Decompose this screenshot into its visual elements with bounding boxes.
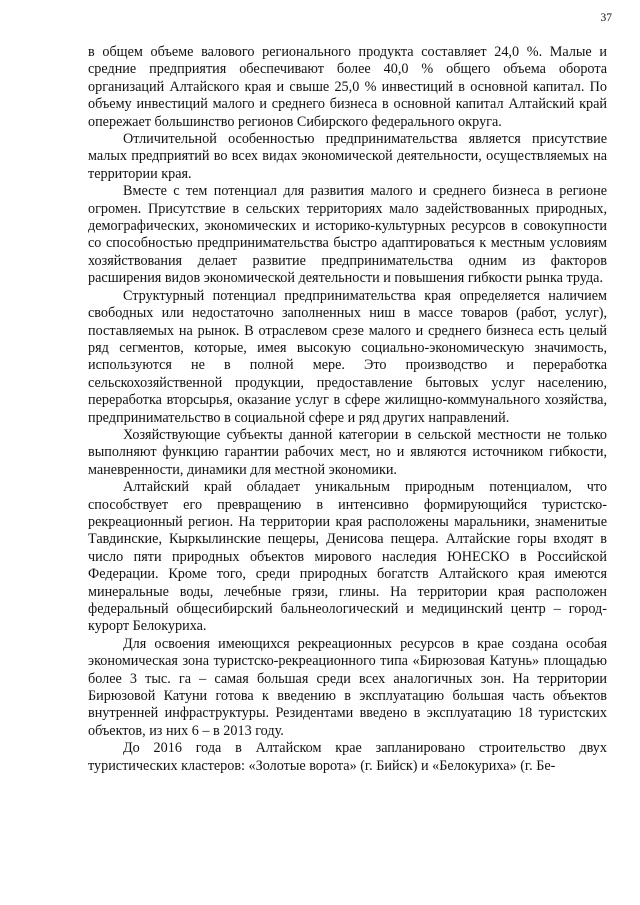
paragraph: Структурный потенциал предпринимательства края определяется наличием свободных или недостаточно заполненных ниш в массе товаров (работ, услуг), поставляемых на рынок. В отраслевом срезе малого и среднего бизнеса есть целый ряд сегментов, которые, имея высокую социально-экономическую значимость, используются не в полной мере. Это производство и переработка сельскохозяйственной продукции, предоставление бытовых услуг населению, переработка вторсырья, оказание услуг в сфере жилищно-коммунального хозяйства, предпринимательство в социальной сфере и ряд других направлений. (88, 287, 607, 426)
paragraph: Хозяйствующие субъекты данной категории в сельской местности не только выполняют функцию гарантии рабочих мест, но и являются источником гибкости, маневренности, динамики для местной экономики. (88, 426, 607, 478)
paragraph: Для освоения имеющихся рекреационных ресурсов в крае создана особая экономическая зона туристско-рекреационного типа «Бирюзовая Катунь» площадью более 3 тыс. га – самая большая среди всех аналогичных зон. На территории Бирюзовой Катуни готова к введению в эксплуатацию большая часть объектов внутренней инфраструктуры. Резидентами введено в эксплуатацию 18 туристских объектов, из них 6 – в 2013 году. (88, 635, 607, 739)
paragraph: Вместе с тем потенциал для развития малого и среднего бизнеса в регионе огромен. Присутствие в сельских территориях мало задействованных природных, демографических, экономических и историко-культурных ресурсов в совокупности со способностью предпринимательства быстро адаптироваться к местным условиям хозяйствования делает развитие предпринимательства одним из факторов расширения видов экономической деятельности и повышения гибкости рынка труда. (88, 183, 607, 287)
paragraph: Отличительной особенностью предпринимательства является присутствие малых предприятий во всех видах экономической деятельности, осуществляемых на территории края. (88, 131, 607, 182)
page-number: 37 (600, 12, 612, 24)
paragraph: в общем объеме валового регионального продукта составляет 24,0 %. Малые и средние предприятия обеспечивают более 40,0 % общего объема оборота организаций Алтайского края и свыше 25,0 % инвестиций в основной капитал. По объему инвестиций малого и среднего бизнеса в основной капитал Алтайский край опережает большинство регионов Сибирского федерального округа. (88, 44, 607, 130)
paragraph: Алтайский край обладает уникальным природным потенциалом, что способствует его превращению в интенсивно формирующийся туристско-рекреационный регион. На территории края расположены маральники, знаменитые Тавдинские, Кыркылинские пещеры, Денисова пещера. Алтайские горы входят в число пяти природных объектов мирового наследия ЮНЕСКО в Российской Федерации. Кроме того, среди природных богатств Алтайского края имеются минеральные воды, лечебные грязи, глины. На территории края расположен федеральный общесибирский бальнеологический и медицинский центр – город-курорт Белокуриха. (88, 479, 607, 635)
paragraph: До 2016 года в Алтайском крае запланировано строительство двух туристических кластеров: «Золотые ворота» (г. Бийск) и «Белокуриха» (г. Бе- (88, 740, 607, 774)
body-text (88, 44, 607, 899)
